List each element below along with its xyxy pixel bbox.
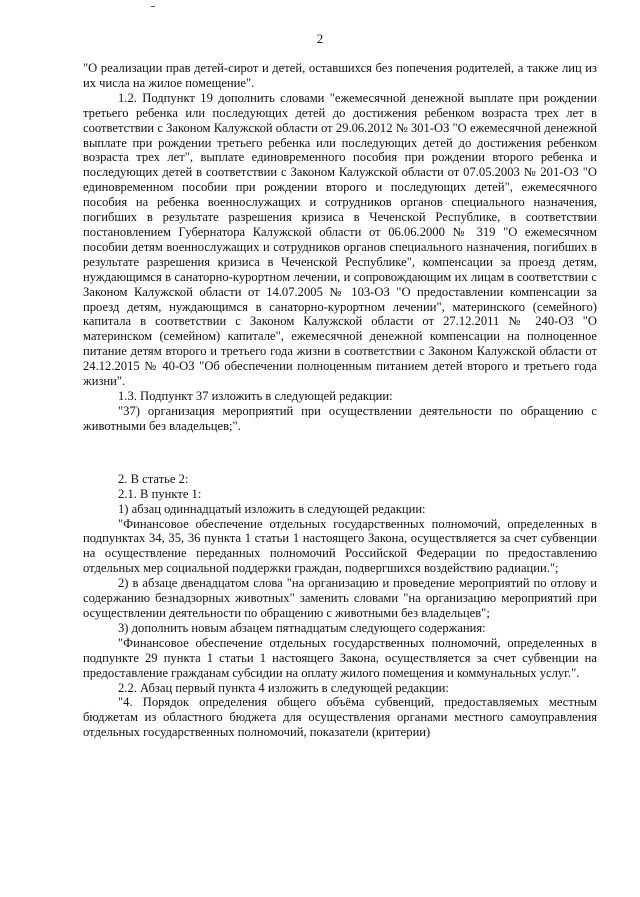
paragraph: 2.1. В пункте 1: [118,486,202,501]
paragraph: 1) абзац одиннадцатый изложить в следующей редакции: [118,501,426,516]
paragraph: "Финансовое обеспечение отдельных государственных полномочий, определенных в подпункте 29 пункта 1 статьи 1 настоящего Закона, осуществляется за счет субвенции на предоставление гражданам субсидии на оплату жилого помещения и коммунальных услуг.". [83,635,597,680]
page-number: 2 [316,31,324,46]
paragraph: 2.2. Абзац первый пункта 4 изложить в следующей редакции: [118,680,449,695]
paragraph: 3) дополнить новым абзацем пятнадцатым следующего содержания: [118,620,486,635]
paragraph: 2. В статье 2: [118,471,189,486]
document-body [83,61,597,740]
paragraph-spacer [83,446,597,459]
paragraph: 1.3. Подпункт 37 изложить в следующей редакции: [118,388,393,403]
paragraph: "О реализации прав детей-сирот и детей, оставшихся без попечения родителей, а также лиц из их числа на жилое помещение". [83,61,597,90]
paragraph: "Финансовое обеспечение отдельных государственных полномочий, определенных в подпунктах 34, 35, 36 пункта 1 статьи 1 настоящего Закона, осуществляется за счет субвенции на осуществление переданных полномочий Российской Федерации по предоставлению отдельных мер социальной поддержки граждан, подвергшихся воздействию радиации."; [83,516,597,576]
paragraph: 2) в абзаце двенадцатом слова "на организацию и проведение мероприятий по отлову и содержанию безнадзорных животных" заменить словами "на организацию мероприятий при осуществлении деятельности по обращению с животными без владельцев"; [83,576,597,620]
scan-speck [151,6,155,7]
paragraph: "37) организация мероприятий при осуществлении деятельности по обращению с животными без владельцев;". [83,403,597,433]
paragraph: 1.2. Подпункт 19 дополнить словами "ежемесячной денежной выплате при рождении третьего ребенка или последующих детей до достижения ребенком возраста трех лет в соответствии с Законом Калужской области от 29.06.2012 № 301-ОЗ "О ежемесячной денежной выплате при рождении третьего ребенка или последующих детей до достижения ребенком возраста трех лет", выплате единовременного пособия при рождении второго ребенка и последующих детей в соответствии с Законом Калужской области от 07.05.2003 № 201-ОЗ "О единовременном пособии при рождении второго и последующих детей", ежемесячного пособия на ребенка военнослужащих и сотрудников органов специального назначения, погибших в результате разрешения кризиса в Чеченской Республике, в соответствии постановлением Губернатора Калужской области от 06.06.2000 № 319 "О ежемесячном пособии детям военнослужащих и сотрудников органов специального назначения, погибших в результате разрешения кризиса в Чеченской Республике", компенсации за проезд детям, нуждающимся в санаторно-курортном лечении, и сопровождающим их лицам в соответствии с Законом Калужской области от 14.07.2005 № 103-ОЗ "О предоставлении компенсации за проезд детям, нуждающимся в санаторно-курортном лечении", материнского (семейного) капитала в соответствии с Законом Калужской области от 27.12.2011 № 240-ОЗ "О материнском (семейном) капитале", ежемесячной денежной компенсации на полноценное питание детям второго и третьего года жизни в соответствии с Законом Калужской области от 24.12.2015 № 40-ОЗ "Об обеспечении полноценным питанием детей второго и третьего года жизни". [83,90,597,389]
paragraph: "4. Порядок определения общего объёма субвенций, предоставляемых местным бюджетам из областного бюджета для осуществления органами местного самоуправления отдельных государственных полномочий, показатели (критерии) [83,695,597,740]
